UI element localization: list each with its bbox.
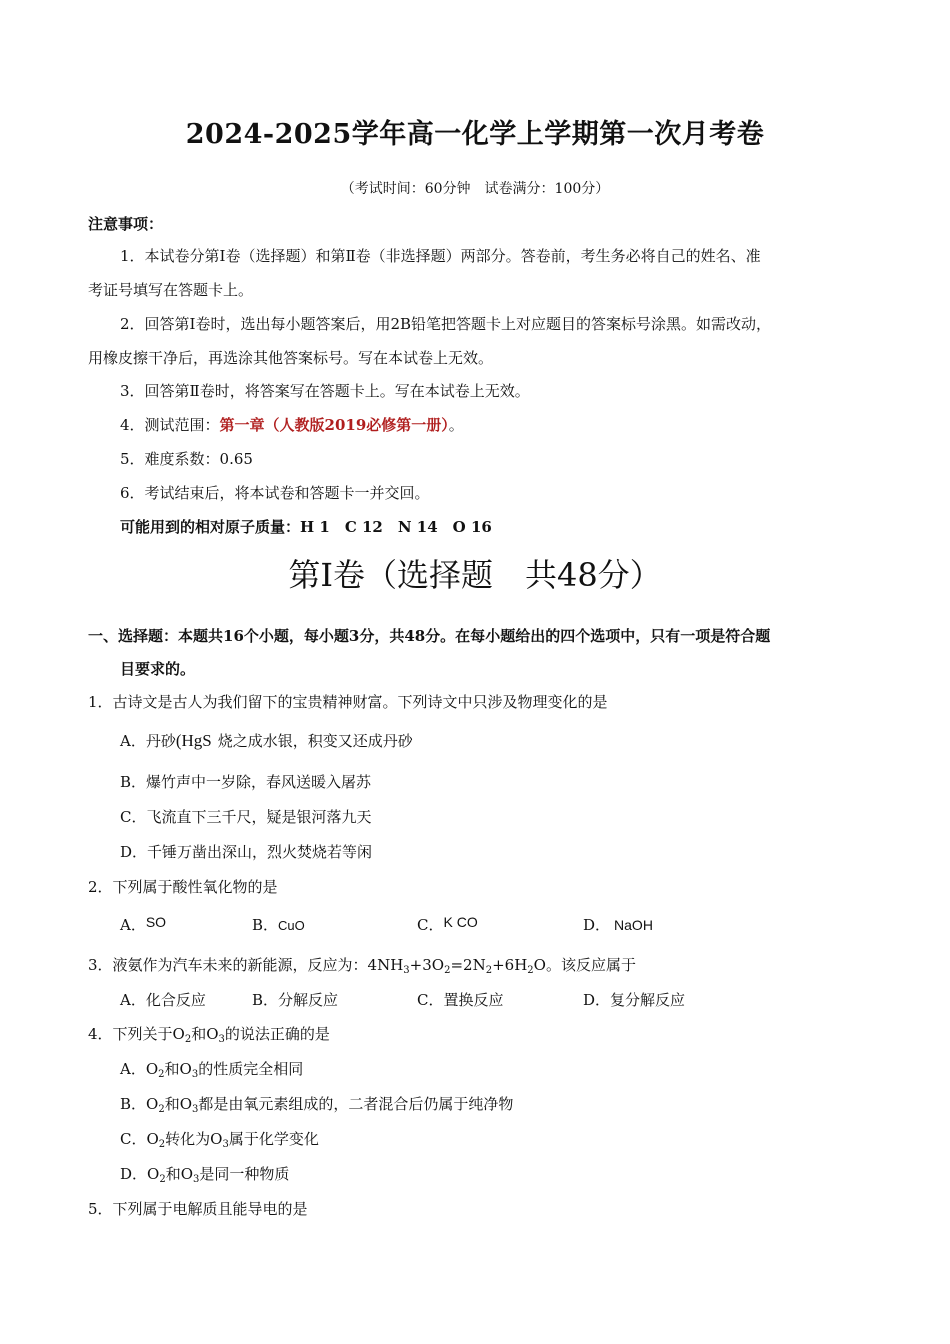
question-2-option-a xyxy=(120,914,166,935)
q2-option-d-formula: NaOH xyxy=(614,917,653,933)
q4a-part-1: A．O xyxy=(120,1060,159,1078)
question-2-option-c xyxy=(417,914,478,935)
question-2-stem: 2．下列属于酸性氧化物的是 xyxy=(88,878,278,896)
atomic-mass-line: 可能用到的相对原子质量：H 1 C 12 N 14 O 16 xyxy=(120,518,492,536)
exam-info: （考试时间：60分钟 试卷满分：100分） xyxy=(340,181,610,197)
q2-option-c-formula: K CO xyxy=(443,914,478,930)
note-2-line-1: 2．回答第Ⅰ卷时，选出每小题答案后，用2B铅笔把答题卡上对应题目的答案标号涂黑。如需改动， xyxy=(120,315,772,333)
question-3-option-c: C．置换反应 xyxy=(417,991,504,1009)
q4a-part-3: 的性质完全相同 xyxy=(198,1060,304,1078)
question-1-option-c: C．飞流直下三千尺，疑是银河落九天 xyxy=(120,808,372,826)
note-4-suffix: 。 xyxy=(448,416,464,434)
q4d-sub-1: 2 xyxy=(159,1174,166,1185)
q4d-part-1: D．O xyxy=(120,1165,160,1183)
q4b-sub-2: 3 xyxy=(192,1104,199,1115)
q2-option-b-label: B． xyxy=(252,916,279,934)
q4b-sub-1: 2 xyxy=(158,1104,165,1115)
q4d-sub-2: 3 xyxy=(193,1174,200,1185)
q4a-sub-2: 3 xyxy=(191,1069,199,1080)
note-1-line-1: 1．本试卷分第Ⅰ卷（选择题）和第Ⅱ卷（非选择题）两部分。答卷前，考生务必将自己的姓名、准 xyxy=(120,247,761,265)
q4b-part-1: B．O xyxy=(120,1095,159,1113)
question-4-option-a xyxy=(120,1058,303,1080)
question-4-stem xyxy=(88,1023,330,1045)
part-1-instructions-line-1: 一、选择题：本题共16个小题，每小题3分，共48分。在每小题给出的四个选项中，只有一项是符合题 xyxy=(88,627,771,645)
q2-option-d-label: D． xyxy=(583,916,611,934)
note-4 xyxy=(120,414,464,435)
question-2-option-d xyxy=(583,914,653,935)
q3-stem-part-3: =2N xyxy=(450,956,486,974)
page-title: 2024-2025学年高一化学上学期第一次月考卷 xyxy=(185,119,765,150)
question-1-option-b: B．爆竹声中一岁除，春风送暖入屠苏 xyxy=(120,773,372,791)
q4-sub-1: 2 xyxy=(184,1034,192,1045)
note-6: 6．考试结束后，将本试卷和答题卡一并交回。 xyxy=(120,484,430,502)
q4c-sub-1: 2 xyxy=(158,1139,166,1150)
q3-stem-part-2: +3O xyxy=(409,956,445,974)
question-3-option-d: D．复分解反应 xyxy=(583,991,686,1009)
question-4-option-d xyxy=(120,1163,289,1185)
note-1-line-2: 考证号填写在答题卡上。 xyxy=(88,281,254,299)
part-1-instructions-line-2: 目要求的。 xyxy=(120,660,196,678)
q3-stem-part-4: +6H xyxy=(492,956,528,974)
q4b-part-3: 都是由氧元素组成的，二者混合后仍属于纯净物 xyxy=(198,1095,514,1113)
q3-sub-1: 3 xyxy=(403,965,410,976)
q4a-sub-1: 2 xyxy=(158,1069,165,1080)
q4c-sub-2: 3 xyxy=(222,1139,229,1150)
note-4-prefix: 4．测试范围： xyxy=(120,416,220,434)
q4b-part-2: 和O xyxy=(164,1095,193,1113)
section-title: 第Ⅰ卷（选择题 共48分） xyxy=(288,556,662,594)
q4-stem-part-2: 和O xyxy=(191,1025,219,1043)
question-2-option-b xyxy=(252,914,305,935)
q4c-part-1: C．O xyxy=(120,1130,159,1148)
q4-stem-part-1: 4．下列关于O xyxy=(88,1025,185,1043)
q3-sub-2: 2 xyxy=(444,965,451,976)
q4a-part-2: 和O xyxy=(164,1060,192,1078)
q4d-part-2: 和O xyxy=(165,1165,194,1183)
q4-stem-part-3: 的说法正确的是 xyxy=(224,1025,330,1043)
q2-option-a-formula: SO xyxy=(145,914,167,930)
test-range: 第一章（人教版2019必修第一册） xyxy=(219,416,449,434)
q3-sub-3: 2 xyxy=(485,965,493,976)
q1-option-a-formula: (HgS xyxy=(175,731,212,750)
q3-stem-part-5: O。该反应属于 xyxy=(533,956,636,974)
question-3-option-a: A．化合反应 xyxy=(120,991,206,1009)
q3-sub-4: 2 xyxy=(527,965,534,976)
q4d-part-3: 是同一种物质 xyxy=(199,1165,290,1183)
note-2-line-2: 用橡皮擦干净后，再选涂其他答案标号。写在本试卷上无效。 xyxy=(88,349,494,367)
q2-option-c-label: C． xyxy=(417,916,444,934)
q4c-part-2: 转化为O xyxy=(165,1130,223,1148)
question-4-option-b xyxy=(120,1093,513,1115)
q1-option-a-text: 烧之成水银，积变又还成丹砂 xyxy=(217,732,413,750)
question-3-stem xyxy=(88,954,636,976)
q4-sub-2: 3 xyxy=(218,1034,225,1045)
question-5-stem: 5．下列属于电解质且能导电的是 xyxy=(88,1200,308,1218)
note-3: 3．回答第Ⅱ卷时，将答案写在答题卡上。写在本试卷上无效。 xyxy=(120,382,530,400)
q4c-part-3: 属于化学变化 xyxy=(228,1130,319,1148)
q2-option-a-label: A． xyxy=(120,916,146,934)
q2-option-b-formula: CuO xyxy=(278,918,305,933)
question-1-option-d: D．千锤万凿出深山，烈火焚烧若等闲 xyxy=(120,843,373,861)
question-4-option-c xyxy=(120,1128,319,1150)
note-5: 5．难度系数：0.65 xyxy=(120,450,253,468)
question-3-option-b: B．分解反应 xyxy=(252,991,339,1009)
q1-option-a-label: A．丹砂 xyxy=(120,732,176,750)
notes-heading: 注意事项： xyxy=(88,215,164,233)
question-1-option-a xyxy=(120,730,413,751)
q3-stem-part-1: 3．液氨作为汽车未来的新能源，反应为：4NH xyxy=(88,956,404,974)
question-1-stem: 1．古诗文是古人为我们留下的宝贵精神财富。下列诗文中只涉及物理变化的是 xyxy=(88,693,608,711)
